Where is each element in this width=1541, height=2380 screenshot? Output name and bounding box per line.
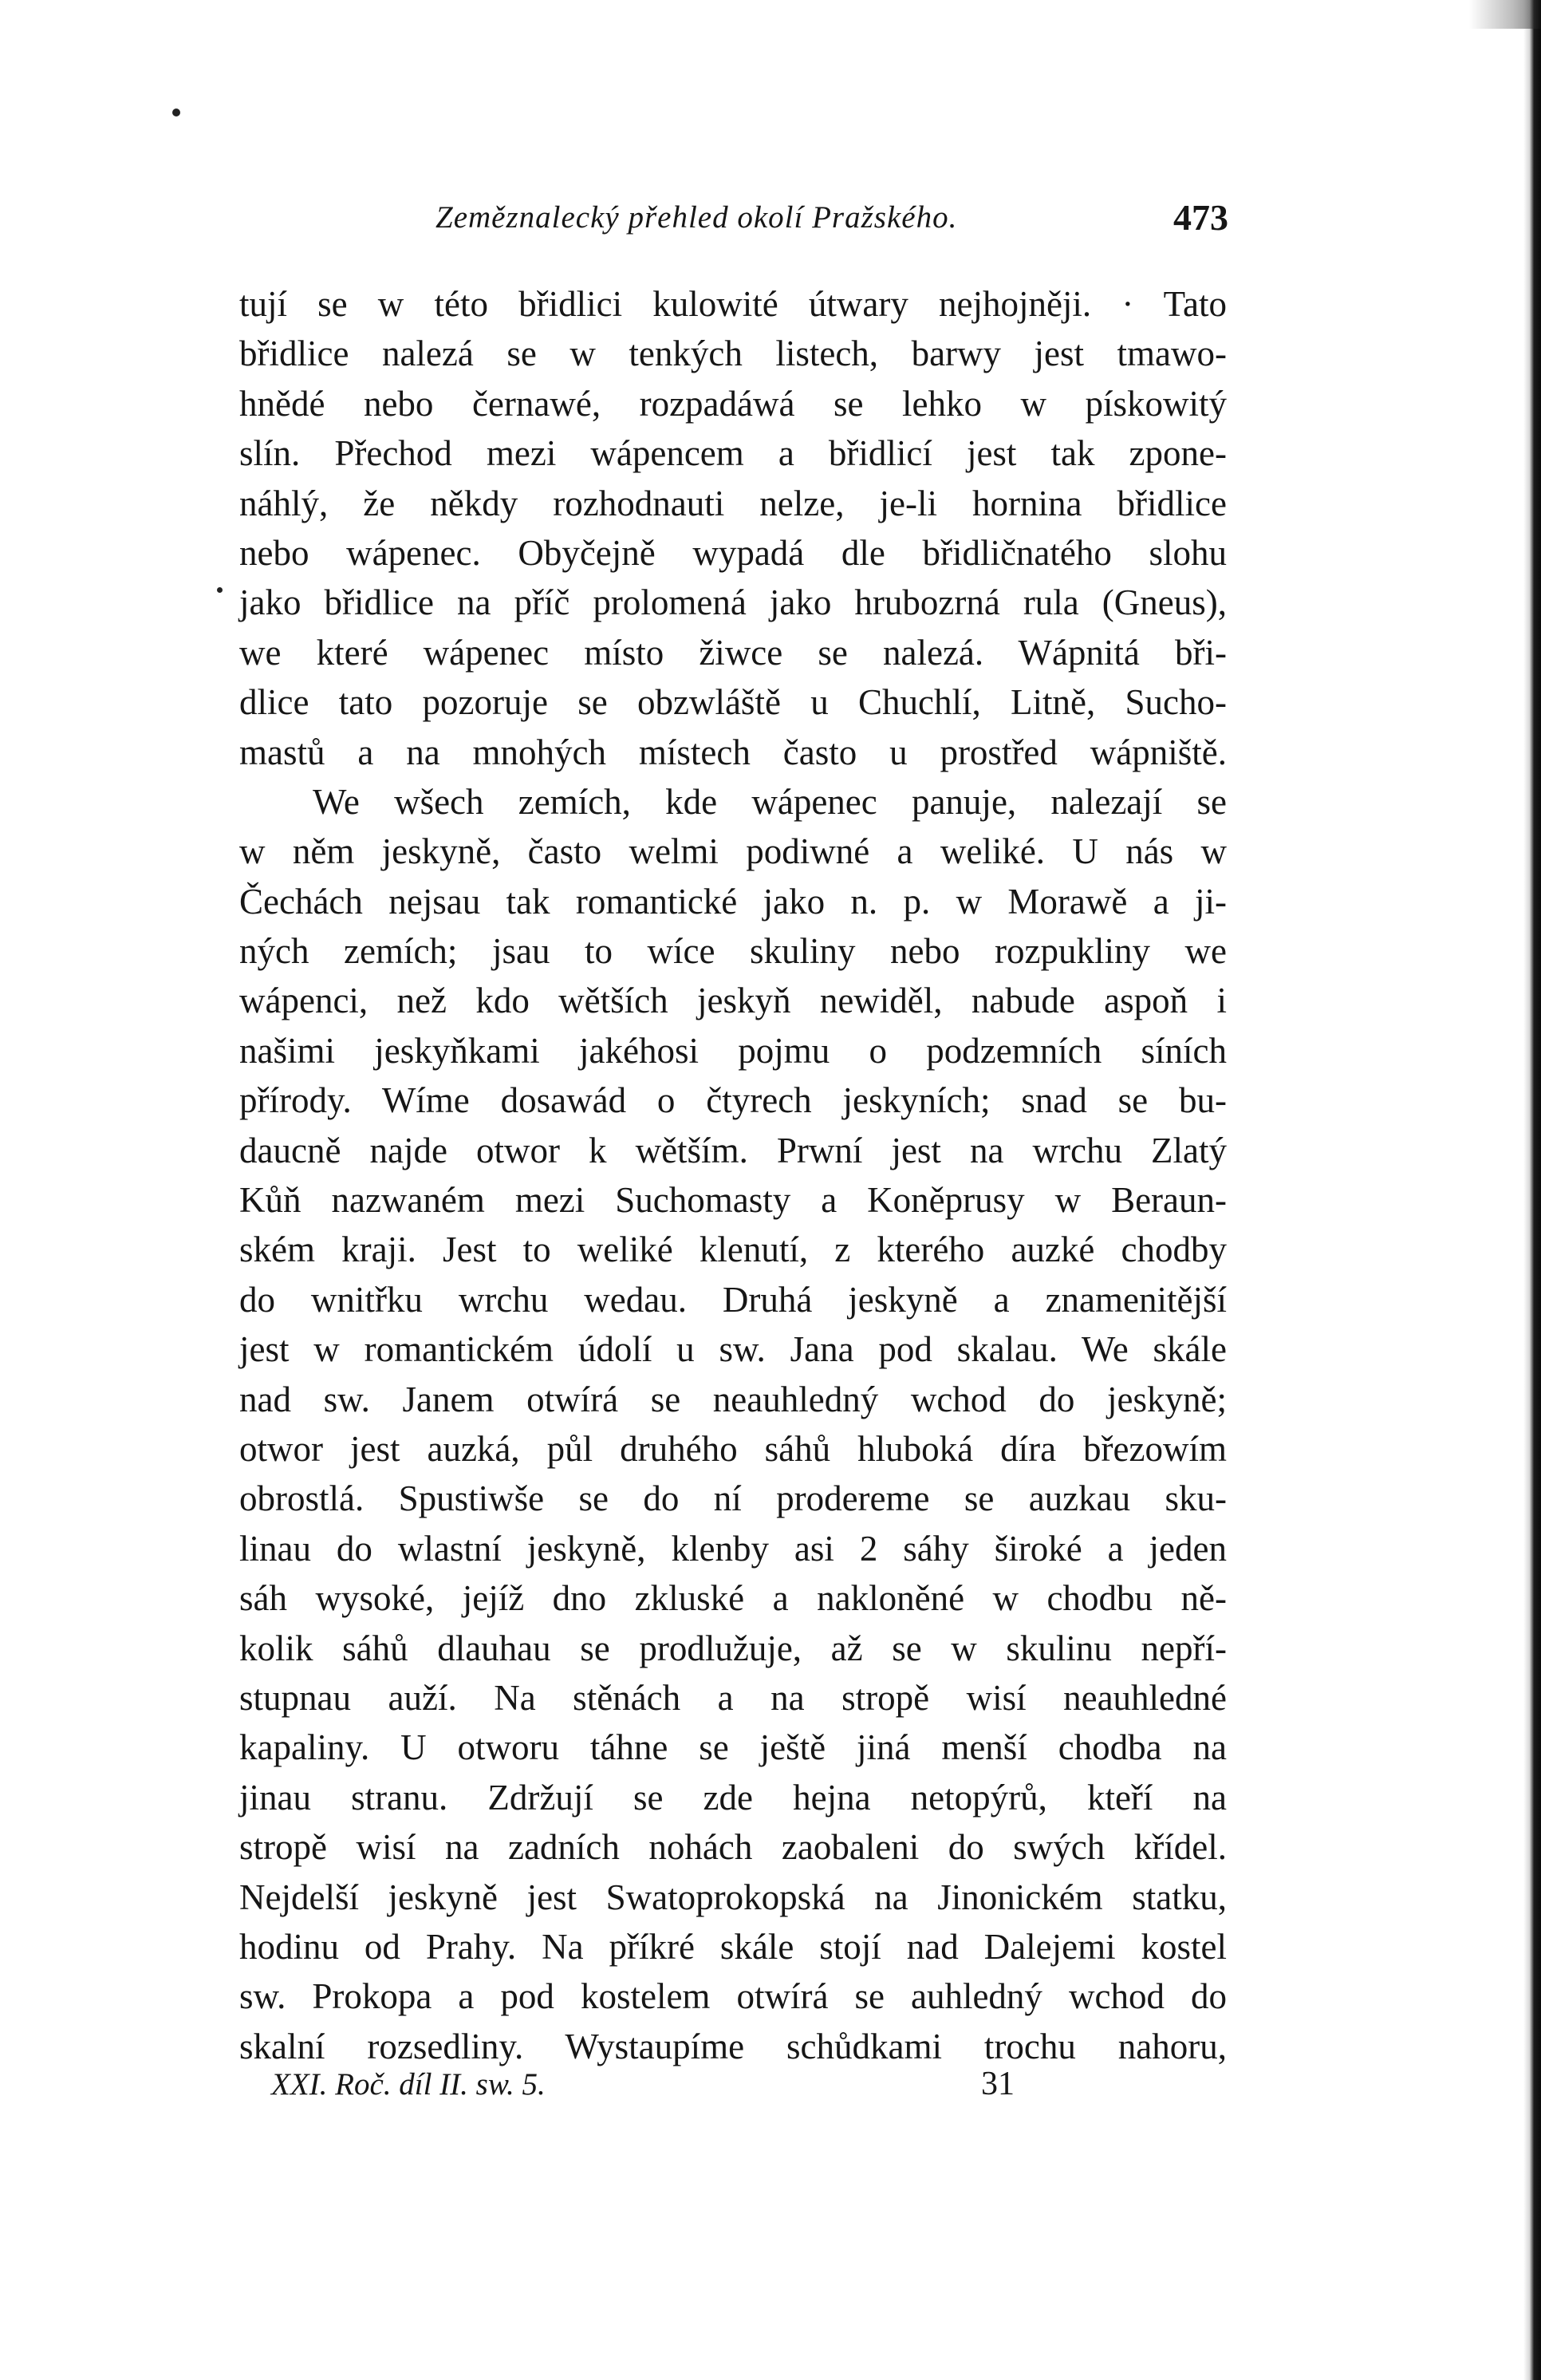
text-line: přírody. Wíme dosawád o čtyrech jeskyních; snad se bu-	[239, 1080, 1227, 1121]
text-line: jinau stranu. Zdržují se zde hejna netopýrů, kteří na	[239, 1777, 1227, 1818]
text-line: kapaliny. U otworu táhne se ještě jiná menší chodba na	[239, 1727, 1227, 1768]
text-line: Kůň nazwaném mezi Suchomasty a Koněprusy w Beraun-	[239, 1180, 1227, 1221]
page-header	[239, 199, 1228, 247]
text-line: sáh wysoké, jejíž dno zkluské a nakloněné w chodbu ně-	[239, 1578, 1227, 1619]
text-line: Nejdelší jeskyně jest Swatoprokopská na Jinonickém statku,	[239, 1877, 1227, 1917]
scan-edge-right	[1523, 0, 1541, 2380]
body-text	[239, 279, 1227, 2071]
text-line: we které wápenec místo žiwce se nalezá. Wápnitá bři-	[239, 632, 1227, 673]
text-line: břidlice nalezá se w tenkých listech, barwy jest tmawo-	[239, 334, 1227, 374]
text-line: hodinu od Prahy. Na příkré skále stojí nad Dalejemi kostel	[239, 1926, 1227, 1967]
text-line: linau do wlastní jeskyně, klenby asi 2 sáhy široké a jeden	[239, 1528, 1227, 1569]
text-line: wápenci, než kdo wětších jeskyň newiděl, nabude aspoň i	[239, 981, 1227, 1021]
sheet-number: 31	[981, 2066, 1015, 2102]
text-line: kolik sáhů dlauhau se prodlužuje, až se w skulinu nepří-	[239, 1628, 1227, 1668]
text-line: hnědé nebo černawé, rozpadáwá se lehko w pískowitý	[239, 383, 1227, 424]
printer-signature: XXI. Roč. díl II. sw. 5.	[271, 2067, 546, 2102]
text-line: Čechách nejsau tak romantické jako n. p. w Morawě a ji-	[239, 881, 1227, 922]
ink-speck	[172, 109, 180, 116]
page-number: 473	[1173, 197, 1228, 238]
text-line: nebo wápenec. Obyčejně wypadá dle břidličnatého slohu	[239, 532, 1227, 573]
text-line: náhlý, že někdy rozhodnauti nelze, je-li hornina břidlice	[239, 483, 1227, 523]
text-line: slín. Přechod mezi wápencem a břidlicí jest tak zpone-	[239, 433, 1227, 474]
text-line: sw. Prokopa a pod kostelem otwírá se auhledný wchod do	[239, 1976, 1227, 2017]
text-line: We wšech zemích, kde wápenec panuje, nalezají se	[313, 781, 1227, 822]
text-line: daucně najde otwor k wětším. Prwní jest na wrchu Zlatý	[239, 1130, 1227, 1170]
text-line: našimi jeskyňkami jakéhosi pojmu o podzemních síních	[239, 1030, 1227, 1071]
page-footer	[271, 2066, 1069, 2114]
text-line: otwor jest auzká, půl druhého sáhů hluboká díra březowím	[239, 1428, 1227, 1469]
text-line: skalní rozsedliny. Wystaupíme schůdkami trochu nahoru,	[239, 2026, 1227, 2066]
text-line: jako břidlice na příč prolomená jako hrubozrná rula (Gneus),	[239, 582, 1227, 623]
ink-speck	[217, 587, 223, 593]
text-line: tují se w této břidlici kulowité útwary nejhojněji. · Tato	[239, 284, 1227, 324]
running-title: Zeměznalecký přehled okolí Pražského.	[436, 200, 958, 235]
text-line: obrostlá. Spustiwše se do ní prodereme se auzkau sku-	[239, 1478, 1227, 1519]
text-line: stupnau auží. Na stěnách a na stropě wisí neauhledné	[239, 1677, 1227, 1718]
text-line: ných zemích; jsau to wíce skuliny nebo rozpukliny we	[239, 931, 1227, 972]
text-line: do wnitřku wrchu wedau. Druhá jeskyně a znamenitější	[239, 1279, 1227, 1320]
text-line: ském kraji. Jest to weliké klenutí, z kterého auzké chodby	[239, 1229, 1227, 1270]
text-line: mastů a na mnohých místech často u prostřed wápniště.	[239, 732, 1227, 772]
text-line: jest w romantickém údolí u sw. Jana pod skalau. We skále	[239, 1329, 1227, 1370]
text-line: stropě wisí na zadních nohách zaobaleni do swých křídel.	[239, 1827, 1227, 1868]
text-line: w něm jeskyně, často welmi podiwné a weliké. U nás w	[239, 831, 1227, 872]
text-line: nad sw. Janem otwírá se neauhledný wchod do jeskyně;	[239, 1379, 1227, 1419]
text-line: dlice tato pozoruje se obzwláště u Chuchlí, Litně, Sucho-	[239, 682, 1227, 723]
scan-edge-corner	[1469, 0, 1541, 29]
